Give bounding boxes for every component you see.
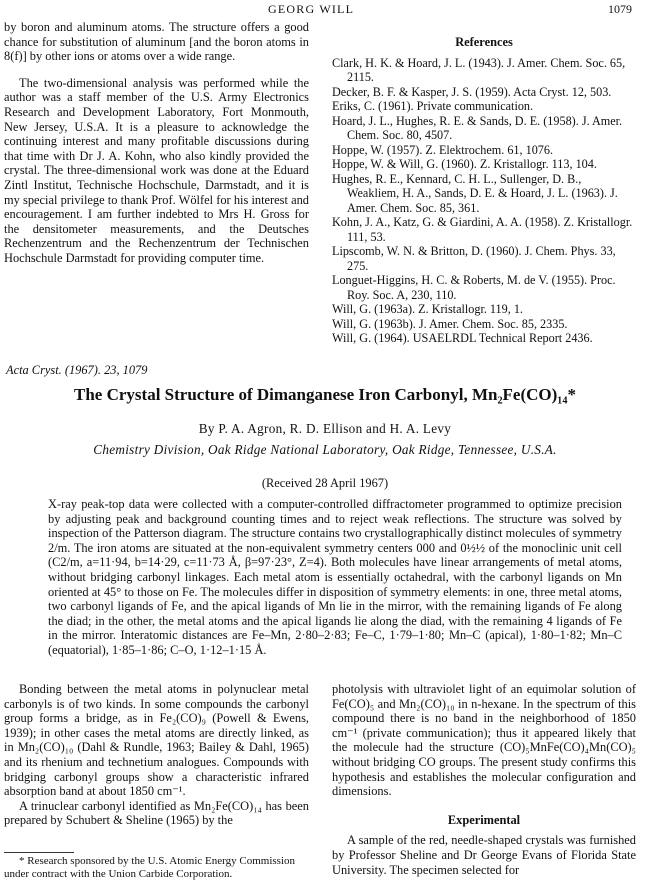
reference-item: Eriks, C. (1961). Private communication. (332, 99, 534, 114)
experimental-paragraph: A sample of the red, needle-shaped crystals was furnished by Professor Sheline and Dr George Evans of Florida State University. The specimen selected for (332, 833, 636, 877)
abstract: X-ray peak-top data were collected with a computer-controlled diffractometer programmed to optimize precision by adjusting peak and background counting times and to reject weak reflections. The structure was solved by inspection of the Patterson diagram. The structure contains two crystallographically distinct molecules of symmetry 2/m. The iron atoms are situated at the non-equivalent symmetry centers 000 and 0½½ of the monoclinic unit cell (C2/m, a=11·94, b=14·29, c=11·73 Å, β=97·23°, Z=4). Both molecules have linear arrangements of metal atoms, without bridging carbonyl linkages. Each metal atom is essentially octahedral, with the carbonyl ligands on Mn oriented at 45° to those on Fe. The molecules differ in disposition of symmetry elements: in one, three metal atoms, two carbonyl ligands of Fe, and the apical ligands of Mn lie in the mirror, with the remaining ligands of Fe along the diad; in the other, the metal atoms and the apical ligands lie along the diad, with the remaining 4 ligands of Fe in the mirror. Interatomic distances are Fe–Mn, 2·80–2·83; Fe–C, 1·79–1·80; Mn–C (apical), 1·80–1·82; Mn–C (equatorial), 1·85–1·86; C–O, 1·12–1·15 Å. (48, 497, 622, 657)
reference-item: Hoppe, W. & Will, G. (1960). Z. Kristallogr. 113, 104. (332, 157, 597, 172)
reference-item: Kohn, J. A., Katz, G. & Giardini, A. A. (1958). Z. Kristallogr. 111, 53. (332, 215, 633, 244)
body-left-column (4, 682, 309, 828)
body-right-column (332, 682, 636, 877)
reference-item: Hoard, J. L., Hughes, R. E. & Sands, D. E. (1958). J. Amer. Chem. Soc. 80, 4507. (332, 113, 623, 143)
references-heading: References (455, 35, 513, 49)
body-paragraph: A trinuclear carbonyl identified as Mn₂Fe(CO)₁₄ has been prepared by Schubert & Sheline (1965) by the (4, 798, 309, 828)
footnote-divider (4, 852, 74, 853)
reference-item: Will, G. (1964). USAELRDL Technical Report 2436. (332, 331, 593, 346)
references-list (332, 56, 636, 346)
experimental-heading: Experimental (447, 812, 521, 827)
article-title: The Crystal Structure of Dimanganese Iron Carbonyl, Mn₂Fe(CO)₁₄* (74, 385, 576, 404)
received-date: (Received 28 April 1967) (261, 476, 389, 490)
reference-item: Will, G. (1963a). Z. Kristallogr. 119, 1. (332, 302, 523, 317)
reference-item: Longuet-Higgins, H. C. & Roberts, M. de V. (1955). Proc. Roy. Soc. A, 230, 110. (332, 273, 616, 302)
body-paragraph: photolysis with ultraviolet light of an equimolar solution of Fe(CO)₅ and Mn₂(CO)₁₀ in n-hexane. In the spectrum of this compound there is no band in the neighborhood of 1850 cm⁻¹ (private communication); thus it appeared likely that the molecule had the structure (CO)₅MnFe(CO)₄Mn(CO)₅ without bridging CO groups. The present study confirms this hypothesis and establishes the molecular configuration and dimensions. (332, 682, 636, 799)
previous-article-text (4, 20, 309, 266)
journal-citation: Acta Cryst. (1967). 23, 1079 (6, 363, 148, 377)
running-head-author: GEORG WILL (268, 2, 355, 16)
paragraph: by boron and aluminum atoms. The structure offers a good chance for substitution of aluminum [and the boron atoms in 8(f)] by other ions or atoms over a wide range. (4, 20, 309, 64)
reference-item: Lipscomb, W. N. & Britton, D. (1960). J. Chem. Phys. 33, 275. (332, 244, 616, 273)
body-paragraph: Bonding between the metal atoms in polynuclear metal carbonyls is of two kinds. In some compounds the carbonyl group forms a bridge, as in Fe₂(CO)₉ (Powell & Ewens, 1939); in other cases the metal atoms are directly linked, as in Mn₂(CO)₁₀ (Dahl & Rundle, 1963; Bailey & Dahl, 1965) and its rhenium and technetium analogues. Compounds with bridging carbonyl groups show a characteristic infrared absorption band at about 1850 cm⁻¹. (4, 682, 309, 799)
reference-item: Will, G. (1963b). J. Amer. Chem. Soc. 85, 2335. (332, 316, 568, 331)
article-authors: By P. A. Agron, R. D. Ellison and H. A. Levy (198, 421, 452, 436)
references-section (332, 20, 636, 346)
acknowledgement-paragraph: The two-dimensional analysis was performed while the author was a staff member of the U.S. Army Electronics Research and Development Laboratory, Fort Monmouth, New Jersey, U.S.A. It is a pleasure to acknowledge the continuing interest and many profitable discussions during that time with Dr J. A. Kohn, who also kindly provided the crystal. The three-dimensional work was done at the Eduard Zintl Institut, Technische Hochschule, Darmstadt, and it is my special privilege to thank Prof. Wölfel for his interest and encouragement. I am further indebted to Mrs H. Gross for the densitometer measurements, and the Deutsches Rechenzentrum and the Rechenzentrum der Technischen Hochschule Darmstadt for providing computer time. (4, 75, 309, 265)
reference-item: Decker, B. F. & Kasper, J. S. (1959). Acta Cryst. 12, 503. (332, 84, 612, 99)
reference-item: Clark, H. K. & Hoard, J. L. (1943). J. Amer. Chem. Soc. 65, 2115. (332, 55, 626, 85)
footnote: * Research sponsored by the U.S. Atomic Energy Commission under contract with the Union Carbide Corporation. (4, 855, 295, 880)
reference-item: Hughes, R. E., Kennard, C. H. L., Sullenger, D. B., Weakliem, H. A., Sands, D. E. & Hoard, J. L. (1963). J. Amer. Chem. Soc. 85, 361. (332, 171, 618, 215)
reference-item: Hoppe, W. (1957). Z. Elektrochem. 61, 1076. (332, 142, 554, 157)
page-number: 1079 (608, 2, 632, 16)
author-affiliation: Chemistry Division, Oak Ridge National Laboratory, Oak Ridge, Tennessee, U.S.A. (93, 442, 557, 457)
running-head (0, 2, 650, 18)
